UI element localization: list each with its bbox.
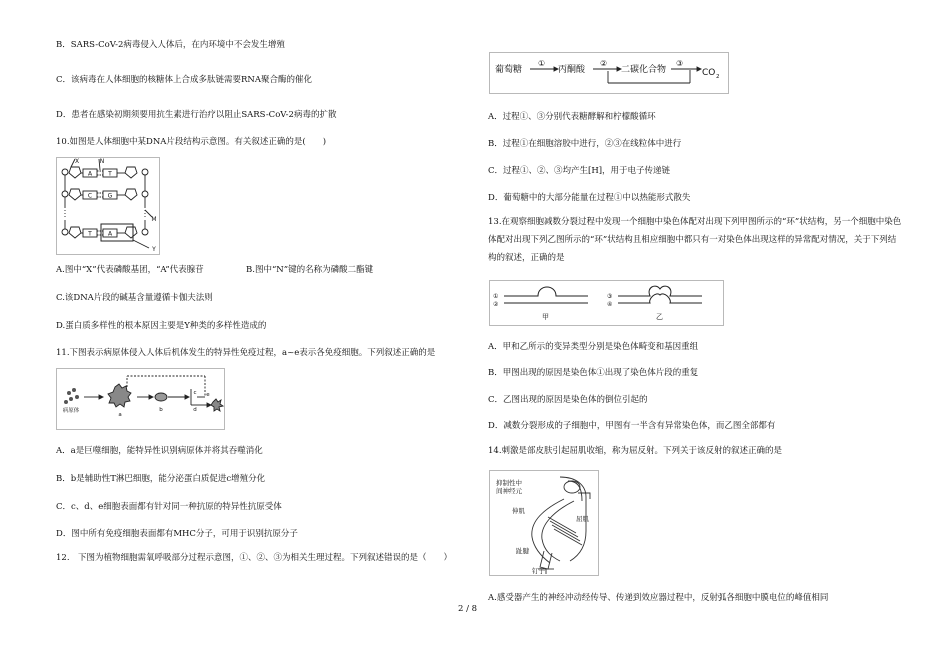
respiration-diagram [490,53,728,93]
chromosome-diagram [490,281,723,325]
label-glucose: 葡萄糖 [495,65,523,75]
q12-respiration-figure [489,52,729,94]
q13-option-a: A．甲和乙所示的变异类型分别是染色体畸变和基因重组 [488,342,699,352]
q11-option-d: D．图中所有免疫细胞表面都有MHC分子，可用于识别抗原分子 [56,529,298,539]
base-g-1: G [107,192,113,200]
label-y: Y [152,246,156,253]
q13-stem: 13.在观察细胞减数分裂过程中发现一个细胞中染色体配对出现下列甲图所示的“环”状结构，另一个细胞中染色体配对出现下列乙图所示的“环”状结构且相应细胞中都只有一对染色体出现这样的异常配对情况，关于下列结构的叙述，正确的是 [488,217,902,263]
label-co2-sub: 2 [716,74,720,80]
label-a: a [118,412,122,418]
q11-immune-figure [56,368,225,430]
label-yi: 乙 [656,313,663,321]
label-n: N [99,158,105,165]
label-extensor: 伸肌 [512,507,525,515]
label-pyruvate: 丙酮酸 [558,65,586,75]
label-inhib-1: 抑制性中 [496,479,522,487]
q13-chromosome-figure [489,280,724,326]
label-1: ① [493,293,499,300]
label-e: e [206,392,210,398]
label-x: X [74,158,80,165]
q11-option-c: C．c、d、e细胞表面都有针对同一种抗原的特异性抗原受体 [56,502,282,512]
q13-option-b: B．甲图出现的原因是染色体①出现了染色体片段的重复 [488,368,699,378]
q10-option-c: C.该DNA片段的碱基含量遵循卡伽夫法则 [56,293,213,303]
q10-stem: 10.如图是人体细胞中某DNA片段结构示意图。有关叙述正确的是( ) [56,137,327,147]
reflex-arc-diagram [490,471,598,575]
q14-stem: 14.刺激是部皮肤引起屈肌收缩，称为屈反射。下列关于该反射的叙述正确的是 [488,446,783,456]
label-step1: ① [538,59,546,68]
base-a-2: A [107,230,113,238]
q10-option-b: B.图中“N”键的名称为磷酸二酯键 [246,265,374,275]
q14-reflex-figure [489,470,599,576]
label-co2: CO [702,68,716,78]
label-inhib-2: 间神经元 [496,487,522,495]
q12-option-c: C．过程①、②、③均产生[H]，用于电子传递链 [488,166,671,176]
label-step2: ② [600,59,608,68]
page-number: 2 / 8 [458,604,478,614]
q12-option-d: D．葡萄糖中的大部分能量在过程①中以热能形式散失 [488,193,691,203]
dna-diagram [57,158,159,254]
label-b: b [159,407,163,413]
prev-option-b: B．SARS-CoV-2病毒侵入人体后，在内环境中不会发生增殖 [56,40,285,50]
base-c-1: C [87,192,93,200]
label-d: d [193,407,197,413]
q10-option-a: A.图中“X”代表磷酸基团，“A”代表腺苷 [56,265,204,275]
prev-option-d: D．患者在感染初期须要用抗生素进行治疗以阻止SARS-CoV-2病毒的扩散 [56,110,337,120]
label-nail: 钉子 [532,567,545,575]
label-pathogen: 病原体 [62,408,80,414]
label-3: ③ [607,293,613,300]
immune-diagram [57,369,224,429]
base-t-1: T [108,170,112,178]
label-two-carbon: 二碳化合物 [621,65,667,75]
q13-option-d: D．减数分裂形成的子细胞中，甲图有一半含有异常染色体，而乙图全部都有 [488,421,776,431]
q12-option-b: B．过程①在细胞溶胶中进行，②③在线粒体中进行 [488,139,682,149]
q11-option-a: A．a是巨噬细胞，能特异性识别病原体并将其吞噬消化 [56,446,263,456]
q13-option-c: C．乙图出现的原因是染色体的倒位引起的 [488,395,648,405]
label-skin: 趾腱 [516,547,529,555]
q11-stem: 11.下图表示病原体侵入人体后机体发生的特异性免疫过程，a~e表示各免疫细胞。下列叙述正确的是 [56,348,436,358]
label-flexor: 屈肌 [576,515,589,523]
q11-option-b: B．b是辅助性T淋巴细胞，能分泌蛋白质促进c增殖分化 [56,474,266,484]
label-step3: ③ [676,59,684,68]
label-2: ② [493,301,499,308]
base-a-1: A [87,170,93,178]
q12-stem: 12. 下图为植物细胞需氧呼吸部分过程示意图，①、②、③为相关生理过程。下列叙述错误的是（ ） [56,553,453,563]
q10-option-d: D.蛋白质多样性的根本原因主要是Y种类的多样性造成的 [56,321,267,331]
q12-option-a: A．过程①、③分别代表糖酵解和柠檬酸循环 [488,112,656,122]
label-4: ④ [607,301,613,308]
label-c: c [193,390,197,396]
prev-option-c: C．该病毒在人体细胞的核糖体上合成多肽链需要RNA聚合酶的催化 [56,75,312,85]
label-jia: 甲 [542,313,549,321]
label-m: M [151,216,157,223]
base-t-2: T [88,230,92,238]
q14-option-a: A.感受器产生的神经冲动经传导、传递到效应器过程中，反射弧各细胞中膜电位的峰值相同 [488,593,829,603]
q10-dna-figure [56,157,160,255]
